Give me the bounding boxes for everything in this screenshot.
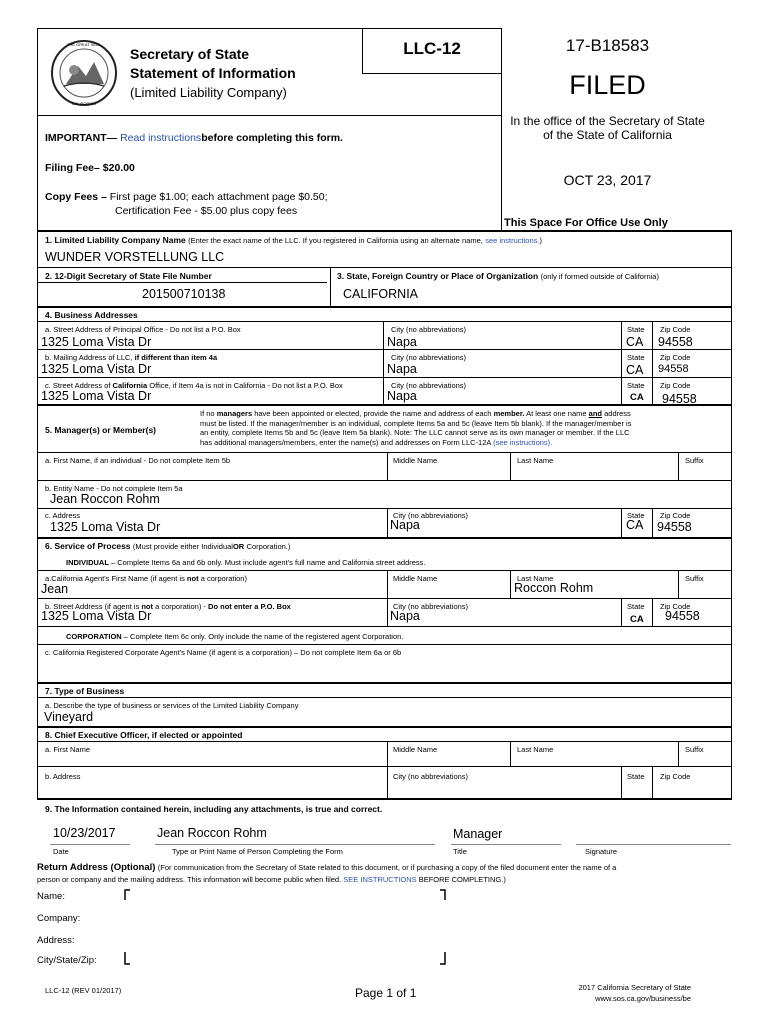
individual-agent-note: INDIVIDUAL – Complete Items 6a and 6b only. Must include agent’s full name and California street address. [66, 558, 426, 567]
form-code: LLC-12 [403, 39, 461, 58]
copy-fees: Copy Fees – First page $1.00; each attachment page $0.50; [45, 191, 328, 203]
agent-zip-field[interactable]: 94558 [665, 609, 700, 623]
mailing-state-field[interactable]: CA [626, 363, 644, 377]
signer-title-field[interactable]: Manager [453, 827, 503, 841]
state-of-organization-field[interactable]: CALIFORNIA [343, 287, 419, 301]
return-address-box[interactable] [120, 888, 450, 970]
principal-office-label: a. Street Address of Principal Office - Do not list a P.O. Box [45, 325, 241, 334]
date-line [50, 844, 130, 845]
form-title-1: Secretary of State [130, 46, 250, 62]
manager-street-field[interactable]: 1325 Loma Vista Dr [50, 520, 161, 534]
file-number-label: 2. 12-Digit Secretary of State File Number [45, 271, 212, 281]
agent-zip-label: Zip Code [660, 602, 691, 611]
title-line [451, 844, 561, 845]
entity-name-field[interactable]: Jean Roccon Rohm [50, 492, 160, 506]
corporate-agent-field[interactable] [41, 660, 721, 680]
ceo-address-label: b. Address [45, 772, 81, 781]
filed-stamp: FILED [569, 70, 646, 100]
office-line-1: In the office of the Secretary of State [510, 114, 705, 128]
mailing-zip-field[interactable]: 94558 [658, 363, 689, 375]
business-addresses-label: 4. Business Addresses [45, 310, 138, 320]
manager-middle-name-label: Middle Name [393, 456, 438, 465]
agent-state-field[interactable]: CA [630, 614, 644, 625]
corporation-agent-note: CORPORATION – Complete Item 6c only. Only include the name of the registered agent Corporation. [66, 632, 404, 641]
manager-suffix-label: Suffix [685, 456, 704, 465]
manager-zip-field[interactable]: 94558 [657, 520, 692, 534]
manager-last-name-label: Last Name [517, 456, 554, 465]
ceo-city-label: City (no abbreviations) [393, 772, 469, 781]
signature-field[interactable] [576, 822, 731, 844]
filed-date: OCT 23, 2017 [563, 172, 652, 188]
manager-city-label: City (no abbreviations) [393, 511, 469, 520]
agent-suffix-label: Suffix [685, 574, 704, 583]
important-note: IMPORTANT— Read instructionsbefore completing this form. [45, 132, 343, 144]
california-city-label: City (no abbreviations) [391, 381, 467, 390]
mailing-street-field[interactable]: 1325 Loma Vista Dr [41, 362, 152, 376]
mailing-city-label: City (no abbreviations) [391, 353, 467, 362]
return-instructions-link[interactable]: SEE INSTRUCTIONS [343, 875, 417, 884]
ceo-last-name-label: Last Name [517, 745, 554, 754]
principal-city-label: City (no abbreviations) [391, 325, 467, 334]
manager-address-label: c. Address [45, 511, 81, 520]
signature-line [576, 844, 731, 845]
manager-state-label: State [627, 511, 645, 520]
managers-members-label: 5. Manager(s) or Member(s) [45, 425, 156, 435]
agent-street-field[interactable]: 1325 Loma Vista Dr [41, 609, 152, 623]
svg-text:CALIFORNIA: CALIFORNIA [71, 101, 97, 106]
form-revision: LLC-12 (REV 01/2017) [45, 986, 122, 995]
date-label: Date [53, 847, 69, 856]
signature-date-field[interactable]: 10/23/2017 [53, 826, 116, 840]
agent-middle-name-label: Middle Name [393, 574, 438, 583]
mailing-address-label: b. Mailing Address of LLC, if different than item 4a [45, 353, 218, 362]
document-number: 17-B18583 [565, 36, 650, 55]
business-description-field[interactable]: Vineyard [44, 710, 94, 724]
corporate-agent-label: c. California Registered Corporate Agent's Name (if agent is a corporation) – Do not complete Item 6a or 6b [45, 648, 402, 657]
mailing-state-label: State [627, 353, 645, 362]
california-zip-label: Zip Code [660, 381, 691, 390]
return-company-label: Company: [37, 913, 81, 924]
principal-street-field[interactable]: 1325 Loma Vista Dr [41, 335, 152, 349]
california-state-label: State [627, 381, 645, 390]
copyright: 2017 California Secretary of State [578, 983, 691, 992]
state-of-organization-label: 3. State, Foreign Country or Place of Organization (only if formed outside of California) [337, 271, 659, 281]
filing-fee: Filing Fee– $20.00 [45, 162, 135, 174]
mailing-city-field[interactable]: Napa [387, 362, 417, 376]
ceo-middle-name-label: Middle Name [393, 745, 438, 754]
agent-last-name-field[interactable]: Roccon Rohm [514, 581, 594, 595]
office-use-label: This Space For Office Use Only [504, 217, 668, 229]
principal-state-label: State [627, 325, 645, 334]
service-of-process-label: 6. Service of Process (Must provide either IndividualOR Corporation.) [45, 541, 291, 551]
name-label: Type or Print Name of Person Completing the Form [172, 847, 343, 856]
signature-label: Signature [585, 847, 618, 856]
see-instructions-link[interactable]: see instructions. [485, 236, 540, 245]
llc-name-label: 1. Limited Liability Company Name (Enter the exact name of the LLC. If you registered in California using an alternate name, see instructions.) [45, 235, 542, 245]
ceo-label: 8. Chief Executive Officer, if elected or appointed [45, 730, 243, 740]
type-of-business-label: 7. Type of Business [45, 686, 125, 696]
name-line [155, 844, 435, 845]
agent-city-label: City (no abbreviations) [393, 602, 469, 611]
manager-first-name-label: a. First Name, if an individual - Do not complete Item 5b [45, 456, 231, 465]
ceo-zip-label: Zip Code [660, 772, 691, 781]
signer-name-field[interactable]: Jean Roccon Rohm [157, 826, 267, 840]
manager-zip-label: Zip Code [660, 511, 691, 520]
certification-statement: 9. The Information contained herein, including any attachments, is true and correct. [45, 804, 383, 814]
return-address-label: Address: [37, 935, 75, 946]
llc12a-instructions-link[interactable]: (see instructions). [493, 437, 553, 447]
form-title-3: (Limited Liability Company) [130, 85, 287, 100]
agent-city-field[interactable]: Napa [390, 609, 420, 623]
entity-name-label: b. Entity Name - Do not complete Item 5a [45, 484, 183, 493]
principal-city-field[interactable]: Napa [387, 335, 417, 349]
form-title-2: Statement of Information [130, 65, 296, 81]
california-city-field[interactable]: Napa [387, 389, 417, 403]
manager-city-field[interactable]: Napa [390, 518, 420, 532]
principal-zip-field[interactable]: 94558 [658, 335, 693, 349]
footer-url[interactable]: www.sos.ca.gov/business/be [595, 994, 691, 1003]
agent-first-name-label: a.California Agent's First Name (if agent is not a corporation) [45, 574, 247, 583]
title-label: Title [453, 847, 467, 856]
california-seal-image [50, 36, 118, 110]
manager-state-field[interactable]: CA [626, 518, 644, 532]
llc-name-field[interactable]: WUNDER VORSTELLUNG LLC [45, 250, 225, 264]
ceo-state-label: State [627, 772, 645, 781]
california-zip-field[interactable]: 94558 [662, 392, 697, 406]
agent-state-label: State [627, 602, 645, 611]
mailing-zip-label: Zip Code [660, 353, 691, 362]
california-state-field[interactable]: CA [630, 392, 644, 403]
ceo-suffix-label: Suffix [685, 745, 704, 754]
california-street-field[interactable]: 1325 Loma Vista Dr [41, 389, 152, 403]
return-address-note: Return Address (Optional) (For communication from the Secretary of State related to this document, or if purchasing a copy of the filed document enter the name of a person or company and the mailing address. This information will become public when filed. SEE INSTRUCTIONS BEFORE COMPLETING.) [37, 862, 617, 884]
page-number: Page 1 of 1 [355, 986, 417, 1000]
return-city-label: City/State/Zip: [37, 955, 97, 966]
agent-first-name-field[interactable]: Jean [41, 582, 69, 596]
agent-last-name-label: Last Name [517, 574, 554, 583]
california-office-label: c. Street Address of California Office, if Item 4a is not in California - Do not list a P.O. Box [45, 381, 343, 390]
managers-instructions: If no managers have been appointed or elected, provide the name and address of each member. At least one name and address must be listed. If the manager/member is an individual, complete Items 5a and 5c (leave Item 5b blank). If the manager/member is an entity, complete Items 5b and 5c (leave Item 5a blank). Note: The LLC cannot serve as its own manager or member. If the LLC has additional managers/members, enter the name(s) and addresses on Form LLC-12A (see instructions). [200, 409, 632, 447]
office-line-2: of the State of California [543, 128, 672, 142]
certification-fee: Certification Fee - $5.00 plus copy fees [115, 205, 298, 217]
principal-state-field[interactable]: CA [626, 335, 644, 349]
agent-street-label: b. Street Address (if agent is not a corporation) - Do not enter a P.O. Box [45, 602, 291, 611]
svg-text:THE GREAT SEAL: THE GREAT SEAL [67, 42, 101, 47]
ceo-first-name-label: a. First Name [45, 745, 91, 754]
read-instructions-link[interactable]: Read instructions [120, 132, 202, 144]
principal-zip-label: Zip Code [660, 325, 691, 334]
return-name-label: Name: [37, 891, 65, 902]
file-number-field[interactable]: 201500710138 [142, 287, 226, 301]
business-description-label: a. Describe the type of business or services of the Limited Liability Company [45, 701, 299, 710]
